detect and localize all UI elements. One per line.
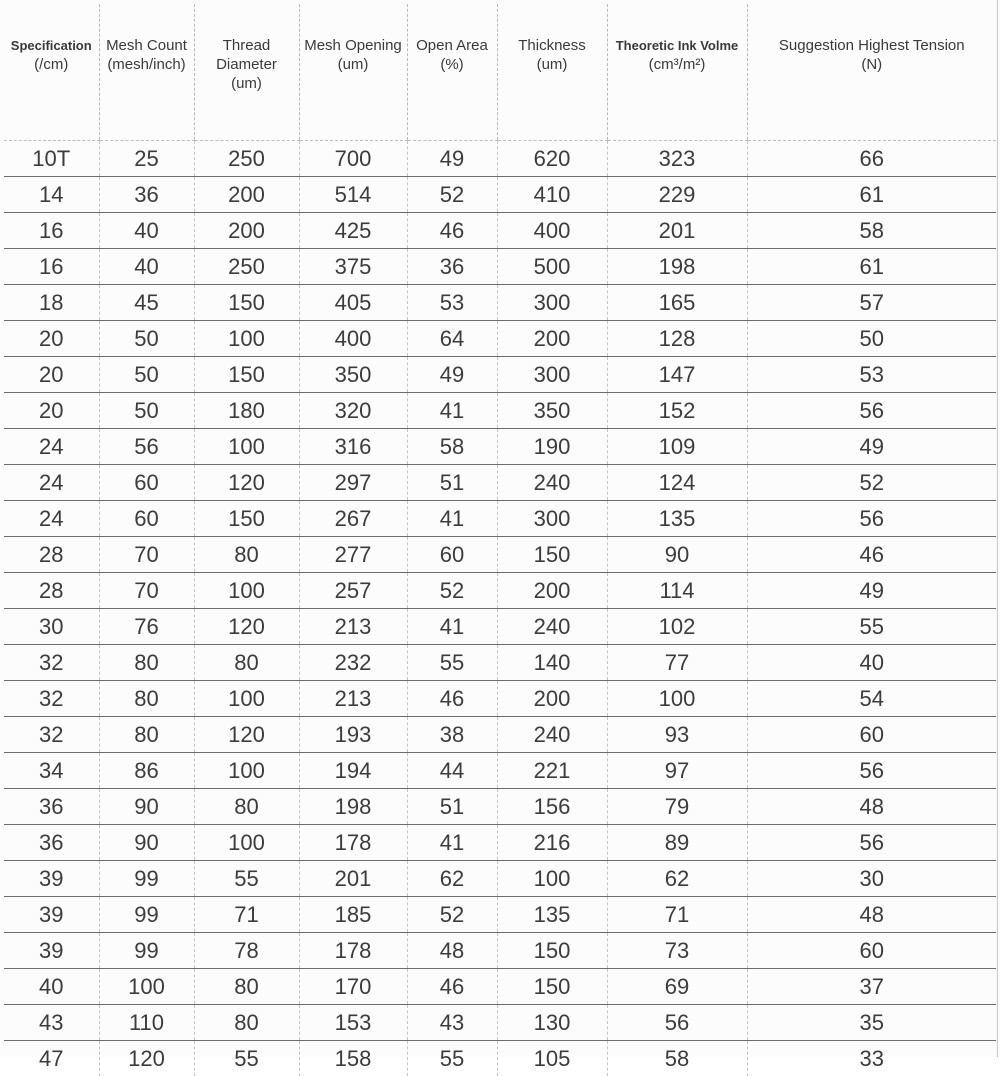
cell-mesh-opening: 375 <box>299 249 407 285</box>
cell-thread-diameter: 250 <box>194 249 299 285</box>
cell-mesh-count: 60 <box>99 501 194 537</box>
cell-theoretic-ink-volume: 323 <box>607 141 747 177</box>
column-header-unit: (mesh/inch) <box>102 55 192 74</box>
cell-specification: 36 <box>4 789 99 825</box>
cell-open-area: 58 <box>407 429 497 465</box>
column-header-thickness <box>497 4 607 141</box>
cell-specification: 43 <box>4 1005 99 1041</box>
cell-thread-diameter: 150 <box>194 501 299 537</box>
table-row <box>4 1041 996 1076</box>
cell-suggestion-highest-tension: 66 <box>747 141 996 177</box>
cell-mesh-count: 70 <box>99 537 194 573</box>
cell-suggestion-highest-tension: 49 <box>747 573 996 609</box>
cell-open-area: 51 <box>407 465 497 501</box>
table-row <box>4 177 996 213</box>
cell-mesh-count: 25 <box>99 141 194 177</box>
cell-theoretic-ink-volume: 90 <box>607 537 747 573</box>
cell-thickness: 350 <box>497 393 607 429</box>
cell-mesh-count: 90 <box>99 789 194 825</box>
column-header-thread-diameter <box>194 4 299 141</box>
cell-theoretic-ink-volume: 128 <box>607 321 747 357</box>
cell-thread-diameter: 150 <box>194 285 299 321</box>
cell-theoretic-ink-volume: 109 <box>607 429 747 465</box>
cell-mesh-opening: 213 <box>299 609 407 645</box>
cell-thread-diameter: 80 <box>194 645 299 681</box>
cell-specification: 34 <box>4 753 99 789</box>
cell-specification: 18 <box>4 285 99 321</box>
cell-open-area: 46 <box>407 969 497 1005</box>
cell-mesh-count: 110 <box>99 1005 194 1041</box>
cell-mesh-count: 80 <box>99 681 194 717</box>
table-row <box>4 501 996 537</box>
cell-suggestion-highest-tension: 60 <box>747 717 996 753</box>
cell-suggestion-highest-tension: 49 <box>747 429 996 465</box>
column-header-title: Open Area <box>410 36 495 55</box>
cell-suggestion-highest-tension: 56 <box>747 825 996 861</box>
right-border <box>997 0 998 1057</box>
cell-open-area: 62 <box>407 861 497 897</box>
cell-mesh-count: 36 <box>99 177 194 213</box>
cell-mesh-opening: 158 <box>299 1041 407 1076</box>
cell-thickness: 200 <box>497 681 607 717</box>
column-header-unit: (N) <box>750 55 995 74</box>
cell-mesh-opening: 257 <box>299 573 407 609</box>
cell-theoretic-ink-volume: 58 <box>607 1041 747 1076</box>
cell-specification: 40 <box>4 969 99 1005</box>
cell-thread-diameter: 180 <box>194 393 299 429</box>
cell-thickness: 500 <box>497 249 607 285</box>
cell-open-area: 41 <box>407 393 497 429</box>
cell-thickness: 300 <box>497 357 607 393</box>
column-header-unit: (/cm) <box>6 55 97 74</box>
cell-open-area: 41 <box>407 825 497 861</box>
table-row <box>4 861 996 897</box>
cell-thickness: 140 <box>497 645 607 681</box>
cell-mesh-opening: 514 <box>299 177 407 213</box>
cell-thickness: 216 <box>497 825 607 861</box>
cell-mesh-opening: 178 <box>299 825 407 861</box>
cell-thread-diameter: 120 <box>194 717 299 753</box>
cell-specification: 47 <box>4 1041 99 1076</box>
table-body <box>4 141 996 1076</box>
cell-mesh-opening: 201 <box>299 861 407 897</box>
cell-thread-diameter: 55 <box>194 861 299 897</box>
cell-suggestion-highest-tension: 40 <box>747 645 996 681</box>
table-row <box>4 645 996 681</box>
table-row <box>4 1005 996 1041</box>
column-header-title: Mesh Opening <box>302 36 405 55</box>
cell-open-area: 41 <box>407 609 497 645</box>
cell-thread-diameter: 80 <box>194 789 299 825</box>
cell-mesh-count: 99 <box>99 861 194 897</box>
cell-specification: 28 <box>4 537 99 573</box>
cell-suggestion-highest-tension: 56 <box>747 393 996 429</box>
cell-specification: 32 <box>4 717 99 753</box>
cell-thread-diameter: 80 <box>194 537 299 573</box>
cell-open-area: 52 <box>407 897 497 933</box>
cell-mesh-opening: 232 <box>299 645 407 681</box>
cell-mesh-count: 100 <box>99 969 194 1005</box>
column-header-specification <box>4 4 99 141</box>
cell-thickness: 105 <box>497 1041 607 1076</box>
cell-suggestion-highest-tension: 52 <box>747 465 996 501</box>
cell-theoretic-ink-volume: 135 <box>607 501 747 537</box>
cell-suggestion-highest-tension: 61 <box>747 249 996 285</box>
cell-thickness: 300 <box>497 501 607 537</box>
cell-mesh-count: 50 <box>99 357 194 393</box>
cell-thickness: 221 <box>497 753 607 789</box>
column-header-mesh-opening <box>299 4 407 141</box>
cell-specification: 30 <box>4 609 99 645</box>
table-row <box>4 213 996 249</box>
cell-thickness: 100 <box>497 861 607 897</box>
cell-specification: 24 <box>4 501 99 537</box>
cell-thread-diameter: 80 <box>194 1005 299 1041</box>
cell-theoretic-ink-volume: 69 <box>607 969 747 1005</box>
cell-theoretic-ink-volume: 152 <box>607 393 747 429</box>
cell-mesh-count: 40 <box>99 213 194 249</box>
cell-suggestion-highest-tension: 48 <box>747 789 996 825</box>
table-row <box>4 969 996 1005</box>
cell-mesh-count: 50 <box>99 321 194 357</box>
table-row <box>4 825 996 861</box>
cell-thickness: 150 <box>497 933 607 969</box>
cell-thread-diameter: 55 <box>194 1041 299 1076</box>
cell-suggestion-highest-tension: 56 <box>747 753 996 789</box>
cell-thickness: 150 <box>497 537 607 573</box>
cell-thickness: 190 <box>497 429 607 465</box>
cell-thickness: 156 <box>497 789 607 825</box>
cell-mesh-opening: 297 <box>299 465 407 501</box>
table-row <box>4 753 996 789</box>
cell-theoretic-ink-volume: 93 <box>607 717 747 753</box>
cell-thickness: 130 <box>497 1005 607 1041</box>
column-header-title: Theoretic Ink Volme <box>610 36 745 55</box>
cell-thickness: 620 <box>497 141 607 177</box>
cell-theoretic-ink-volume: 77 <box>607 645 747 681</box>
cell-thread-diameter: 200 <box>194 213 299 249</box>
cell-thickness: 400 <box>497 213 607 249</box>
cell-suggestion-highest-tension: 30 <box>747 861 996 897</box>
cell-specification: 16 <box>4 213 99 249</box>
column-header-suggestion-highest-tension <box>747 4 996 141</box>
cell-thread-diameter: 100 <box>194 825 299 861</box>
table-row <box>4 789 996 825</box>
cell-thread-diameter: 100 <box>194 681 299 717</box>
cell-open-area: 36 <box>407 249 497 285</box>
cell-open-area: 51 <box>407 789 497 825</box>
column-header-title: Thread Diameter <box>197 36 297 74</box>
cell-mesh-count: 90 <box>99 825 194 861</box>
cell-suggestion-highest-tension: 33 <box>747 1041 996 1076</box>
table-row <box>4 285 996 321</box>
cell-theoretic-ink-volume: 102 <box>607 609 747 645</box>
cell-specification: 39 <box>4 897 99 933</box>
cell-thread-diameter: 78 <box>194 933 299 969</box>
cell-open-area: 43 <box>407 1005 497 1041</box>
column-header-title: Suggestion Highest Tension <box>750 36 995 55</box>
cell-specification: 20 <box>4 357 99 393</box>
cell-mesh-opening: 194 <box>299 753 407 789</box>
column-header-mesh-count <box>99 4 194 141</box>
cell-thread-diameter: 100 <box>194 321 299 357</box>
cell-theoretic-ink-volume: 124 <box>607 465 747 501</box>
table-row <box>4 321 996 357</box>
cell-suggestion-highest-tension: 50 <box>747 321 996 357</box>
cell-open-area: 60 <box>407 537 497 573</box>
cell-specification: 24 <box>4 465 99 501</box>
cell-mesh-opening: 277 <box>299 537 407 573</box>
cell-suggestion-highest-tension: 57 <box>747 285 996 321</box>
column-header-unit: (um) <box>197 74 297 93</box>
column-header-unit: (cm³/m²) <box>610 55 745 74</box>
column-header-theoretic-ink-volume <box>607 4 747 141</box>
cell-thickness: 200 <box>497 573 607 609</box>
header-row <box>4 4 996 141</box>
cell-mesh-opening: 405 <box>299 285 407 321</box>
cell-open-area: 55 <box>407 645 497 681</box>
cell-theoretic-ink-volume: 62 <box>607 861 747 897</box>
cell-theoretic-ink-volume: 114 <box>607 573 747 609</box>
cell-mesh-opening: 425 <box>299 213 407 249</box>
cell-theoretic-ink-volume: 79 <box>607 789 747 825</box>
table-row <box>4 429 996 465</box>
cell-mesh-opening: 185 <box>299 897 407 933</box>
cell-thread-diameter: 150 <box>194 357 299 393</box>
cell-open-area: 64 <box>407 321 497 357</box>
cell-open-area: 44 <box>407 753 497 789</box>
cell-open-area: 52 <box>407 177 497 213</box>
table-row <box>4 897 996 933</box>
cell-mesh-opening: 153 <box>299 1005 407 1041</box>
cell-mesh-count: 80 <box>99 645 194 681</box>
column-header-unit: (%) <box>410 55 495 74</box>
cell-suggestion-highest-tension: 37 <box>747 969 996 1005</box>
cell-mesh-count: 99 <box>99 933 194 969</box>
cell-mesh-count: 40 <box>99 249 194 285</box>
cell-mesh-count: 70 <box>99 573 194 609</box>
cell-thread-diameter: 71 <box>194 897 299 933</box>
cell-specification: 39 <box>4 861 99 897</box>
cell-open-area: 48 <box>407 933 497 969</box>
cell-mesh-opening: 400 <box>299 321 407 357</box>
cell-thread-diameter: 250 <box>194 141 299 177</box>
cell-mesh-opening: 320 <box>299 393 407 429</box>
cell-mesh-opening: 198 <box>299 789 407 825</box>
cell-specification: 14 <box>4 177 99 213</box>
cell-suggestion-highest-tension: 60 <box>747 933 996 969</box>
cell-theoretic-ink-volume: 201 <box>607 213 747 249</box>
cell-specification: 20 <box>4 321 99 357</box>
cell-theoretic-ink-volume: 165 <box>607 285 747 321</box>
cell-mesh-opening: 700 <box>299 141 407 177</box>
cell-mesh-count: 120 <box>99 1041 194 1076</box>
cell-thread-diameter: 100 <box>194 429 299 465</box>
cell-specification: 28 <box>4 573 99 609</box>
cell-mesh-count: 45 <box>99 285 194 321</box>
cell-mesh-count: 76 <box>99 609 194 645</box>
cell-open-area: 46 <box>407 681 497 717</box>
table-row <box>4 249 996 285</box>
cell-theoretic-ink-volume: 56 <box>607 1005 747 1041</box>
cell-open-area: 46 <box>407 213 497 249</box>
cell-suggestion-highest-tension: 54 <box>747 681 996 717</box>
cell-mesh-opening: 170 <box>299 969 407 1005</box>
cell-theoretic-ink-volume: 229 <box>607 177 747 213</box>
cell-open-area: 38 <box>407 717 497 753</box>
cell-thickness: 150 <box>497 969 607 1005</box>
table-row <box>4 141 996 177</box>
cell-mesh-opening: 350 <box>299 357 407 393</box>
cell-theoretic-ink-volume: 147 <box>607 357 747 393</box>
column-header-title: Thickness <box>500 36 605 55</box>
cell-open-area: 52 <box>407 573 497 609</box>
table-row <box>4 933 996 969</box>
table-row <box>4 537 996 573</box>
table-row <box>4 681 996 717</box>
cell-suggestion-highest-tension: 46 <box>747 537 996 573</box>
cell-suggestion-highest-tension: 55 <box>747 609 996 645</box>
column-header-unit: (um) <box>302 55 405 74</box>
cell-suggestion-highest-tension: 48 <box>747 897 996 933</box>
cell-mesh-count: 99 <box>99 897 194 933</box>
cell-open-area: 41 <box>407 501 497 537</box>
table-row <box>4 357 996 393</box>
cell-suggestion-highest-tension: 58 <box>747 213 996 249</box>
column-header-open-area <box>407 4 497 141</box>
cell-specification: 16 <box>4 249 99 285</box>
column-header-title: Specification <box>6 36 97 55</box>
table-header <box>4 4 996 141</box>
cell-theoretic-ink-volume: 73 <box>607 933 747 969</box>
cell-mesh-count: 60 <box>99 465 194 501</box>
column-header-unit: (um) <box>500 55 605 74</box>
table-row <box>4 609 996 645</box>
cell-thickness: 200 <box>497 321 607 357</box>
cell-specification: 39 <box>4 933 99 969</box>
table-row <box>4 717 996 753</box>
cell-thickness: 240 <box>497 717 607 753</box>
cell-theoretic-ink-volume: 89 <box>607 825 747 861</box>
cell-specification: 24 <box>4 429 99 465</box>
cell-specification: 32 <box>4 681 99 717</box>
cell-specification: 10T <box>4 141 99 177</box>
cell-open-area: 49 <box>407 141 497 177</box>
cell-mesh-opening: 316 <box>299 429 407 465</box>
mesh-specification-table <box>4 4 996 1076</box>
cell-thread-diameter: 100 <box>194 753 299 789</box>
cell-thickness: 240 <box>497 465 607 501</box>
table-row <box>4 393 996 429</box>
cell-mesh-count: 86 <box>99 753 194 789</box>
cell-mesh-count: 80 <box>99 717 194 753</box>
cell-suggestion-highest-tension: 35 <box>747 1005 996 1041</box>
cell-thread-diameter: 120 <box>194 609 299 645</box>
cell-thread-diameter: 80 <box>194 969 299 1005</box>
cell-specification: 32 <box>4 645 99 681</box>
cell-specification: 20 <box>4 393 99 429</box>
cell-specification: 36 <box>4 825 99 861</box>
cell-theoretic-ink-volume: 198 <box>607 249 747 285</box>
cell-suggestion-highest-tension: 56 <box>747 501 996 537</box>
cell-theoretic-ink-volume: 71 <box>607 897 747 933</box>
cell-thread-diameter: 200 <box>194 177 299 213</box>
cell-open-area: 49 <box>407 357 497 393</box>
cell-mesh-opening: 213 <box>299 681 407 717</box>
cell-thread-diameter: 120 <box>194 465 299 501</box>
cell-mesh-opening: 178 <box>299 933 407 969</box>
cell-mesh-count: 50 <box>99 393 194 429</box>
column-header-title: Mesh Count <box>102 36 192 55</box>
cell-suggestion-highest-tension: 61 <box>747 177 996 213</box>
table-row <box>4 465 996 501</box>
cell-mesh-opening: 193 <box>299 717 407 753</box>
cell-suggestion-highest-tension: 53 <box>747 357 996 393</box>
table-row <box>4 573 996 609</box>
cell-thickness: 135 <box>497 897 607 933</box>
cell-thickness: 240 <box>497 609 607 645</box>
cell-mesh-count: 56 <box>99 429 194 465</box>
cell-open-area: 55 <box>407 1041 497 1076</box>
cell-thickness: 300 <box>497 285 607 321</box>
cell-theoretic-ink-volume: 100 <box>607 681 747 717</box>
cell-open-area: 53 <box>407 285 497 321</box>
cell-theoretic-ink-volume: 97 <box>607 753 747 789</box>
cell-thickness: 410 <box>497 177 607 213</box>
cell-mesh-opening: 267 <box>299 501 407 537</box>
cell-thread-diameter: 100 <box>194 573 299 609</box>
